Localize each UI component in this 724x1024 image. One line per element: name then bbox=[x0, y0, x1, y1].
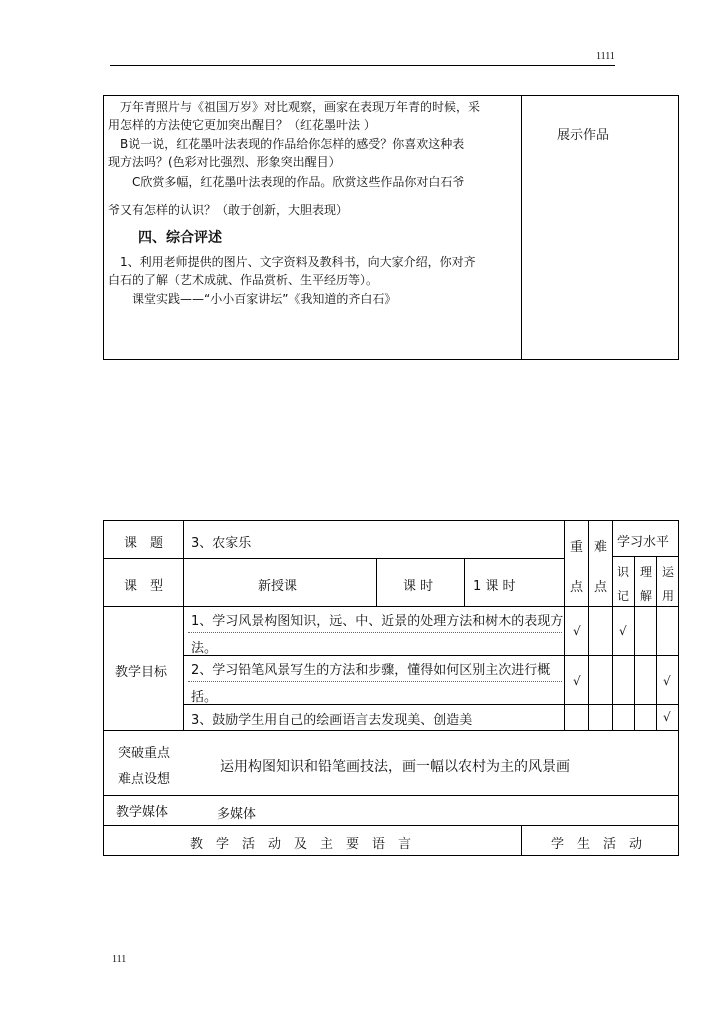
key-point-label: 重点 bbox=[570, 540, 584, 595]
media-label: 教学媒体 bbox=[116, 805, 169, 820]
hours-label: 课 时 bbox=[403, 579, 434, 594]
goal-text: 2、学习铅笔风景写生的方法和步骤，懂得如何区别主次进行概 bbox=[191, 663, 551, 678]
student-activity-header: 学 生 活 动 bbox=[551, 837, 643, 852]
level-col-apply: 运用 bbox=[662, 565, 675, 603]
media-value: 多媒体 bbox=[217, 807, 257, 822]
goal-text: 法。 bbox=[191, 641, 218, 656]
grid-line bbox=[612, 556, 679, 557]
grid-line bbox=[103, 520, 679, 521]
grid-line bbox=[678, 520, 679, 855]
grid-line bbox=[103, 855, 679, 856]
topic-label: 课 题 bbox=[124, 536, 164, 551]
grid-line bbox=[612, 520, 613, 730]
grid-line bbox=[521, 825, 522, 855]
type-label: 课 型 bbox=[124, 579, 164, 594]
grid-line bbox=[634, 556, 635, 730]
grid-line bbox=[464, 558, 465, 606]
breakthrough-label: 难点设想 bbox=[118, 772, 171, 787]
grid-line bbox=[103, 825, 679, 826]
activity-header: 教 学 活 动 及 主 要 语 言 bbox=[190, 837, 412, 852]
grid-line bbox=[656, 556, 657, 730]
level-label: 学习水平 bbox=[617, 535, 670, 550]
grid-line bbox=[183, 704, 679, 705]
topic-value: 3、农家乐 bbox=[191, 536, 252, 551]
top-table-line: 爷又有怎样的认识？（敢于创新，大胆表现） bbox=[108, 203, 349, 217]
grid-line bbox=[564, 520, 565, 730]
goal-text: 3、鼓励学生用自己的绘画语言去发现美、创造美 bbox=[191, 713, 473, 728]
grid-line bbox=[103, 558, 564, 559]
dotted-line bbox=[188, 632, 562, 633]
grid-line bbox=[103, 795, 679, 796]
top-table-line: 用怎样的方法使它更加突出醒目？（红花墨叶法 ） bbox=[108, 118, 376, 132]
check-mark: √ bbox=[663, 710, 671, 724]
top-table-line: 白石的了解（艺术成就、作品赏析、生平经历等）。 bbox=[108, 273, 379, 287]
right-cell-text: 展示作品 bbox=[557, 128, 610, 143]
grid-line bbox=[183, 520, 184, 730]
check-mark: √ bbox=[573, 624, 581, 638]
grid-line bbox=[183, 655, 679, 656]
dotted-line bbox=[188, 681, 562, 682]
breakthrough-label: 突破重点 bbox=[118, 746, 171, 761]
top-table-line: 1、利用老师提供的图片、文字资料及教科书，向大家介绍，你对齐 bbox=[108, 255, 476, 269]
top-table-line: C欣赏多幅，红花墨叶法表现的作品。欣赏这些作品你对白石爷 bbox=[108, 175, 465, 189]
check-mark: √ bbox=[663, 674, 671, 688]
difficulty-label: 难点 bbox=[594, 540, 608, 595]
type-value: 新授课 bbox=[258, 579, 298, 594]
hours-value: 1 课 时 bbox=[473, 579, 516, 594]
header-page-number: 1111 bbox=[596, 51, 615, 62]
grid-line bbox=[103, 606, 679, 607]
top-table-line: B说一说，红花墨叶法表现的作品给你怎样的感受？你喜欢这种表 bbox=[108, 137, 465, 151]
section-heading: 四、综合评述 bbox=[138, 230, 222, 246]
level-col-recall: 识记 bbox=[617, 565, 630, 603]
grid-line bbox=[588, 520, 589, 730]
goals-label: 教学目标 bbox=[115, 665, 168, 680]
grid-line bbox=[103, 730, 679, 731]
top-table-line: 现方法吗？(色彩对比强烈、形象突出醒目） bbox=[108, 155, 341, 169]
top-table-line: 课堂实践——“小小百家讲坛”《我知道的齐白石》 bbox=[108, 292, 397, 306]
grid-line bbox=[103, 520, 104, 855]
check-mark: √ bbox=[619, 624, 627, 638]
goal-text: 1、学习风景构图知识，远、中、近景的处理方法和树木的表现方 bbox=[191, 614, 564, 629]
level-col-understand: 理解 bbox=[640, 565, 653, 603]
goal-text: 括。 bbox=[191, 690, 218, 705]
top-table-divider bbox=[521, 95, 522, 360]
check-mark: √ bbox=[573, 674, 581, 688]
footer-page-number: 111 bbox=[112, 954, 127, 965]
top-table-line: 万年青照片与《祖国万岁》对比观察，画家在表现万年青的时候，采 bbox=[108, 100, 481, 114]
grid-line bbox=[376, 558, 377, 606]
breakthrough-value: 运用构图知识和铅笔画技法，画一幅以农村为主的风景画 bbox=[220, 759, 570, 775]
header-rule bbox=[110, 65, 615, 66]
